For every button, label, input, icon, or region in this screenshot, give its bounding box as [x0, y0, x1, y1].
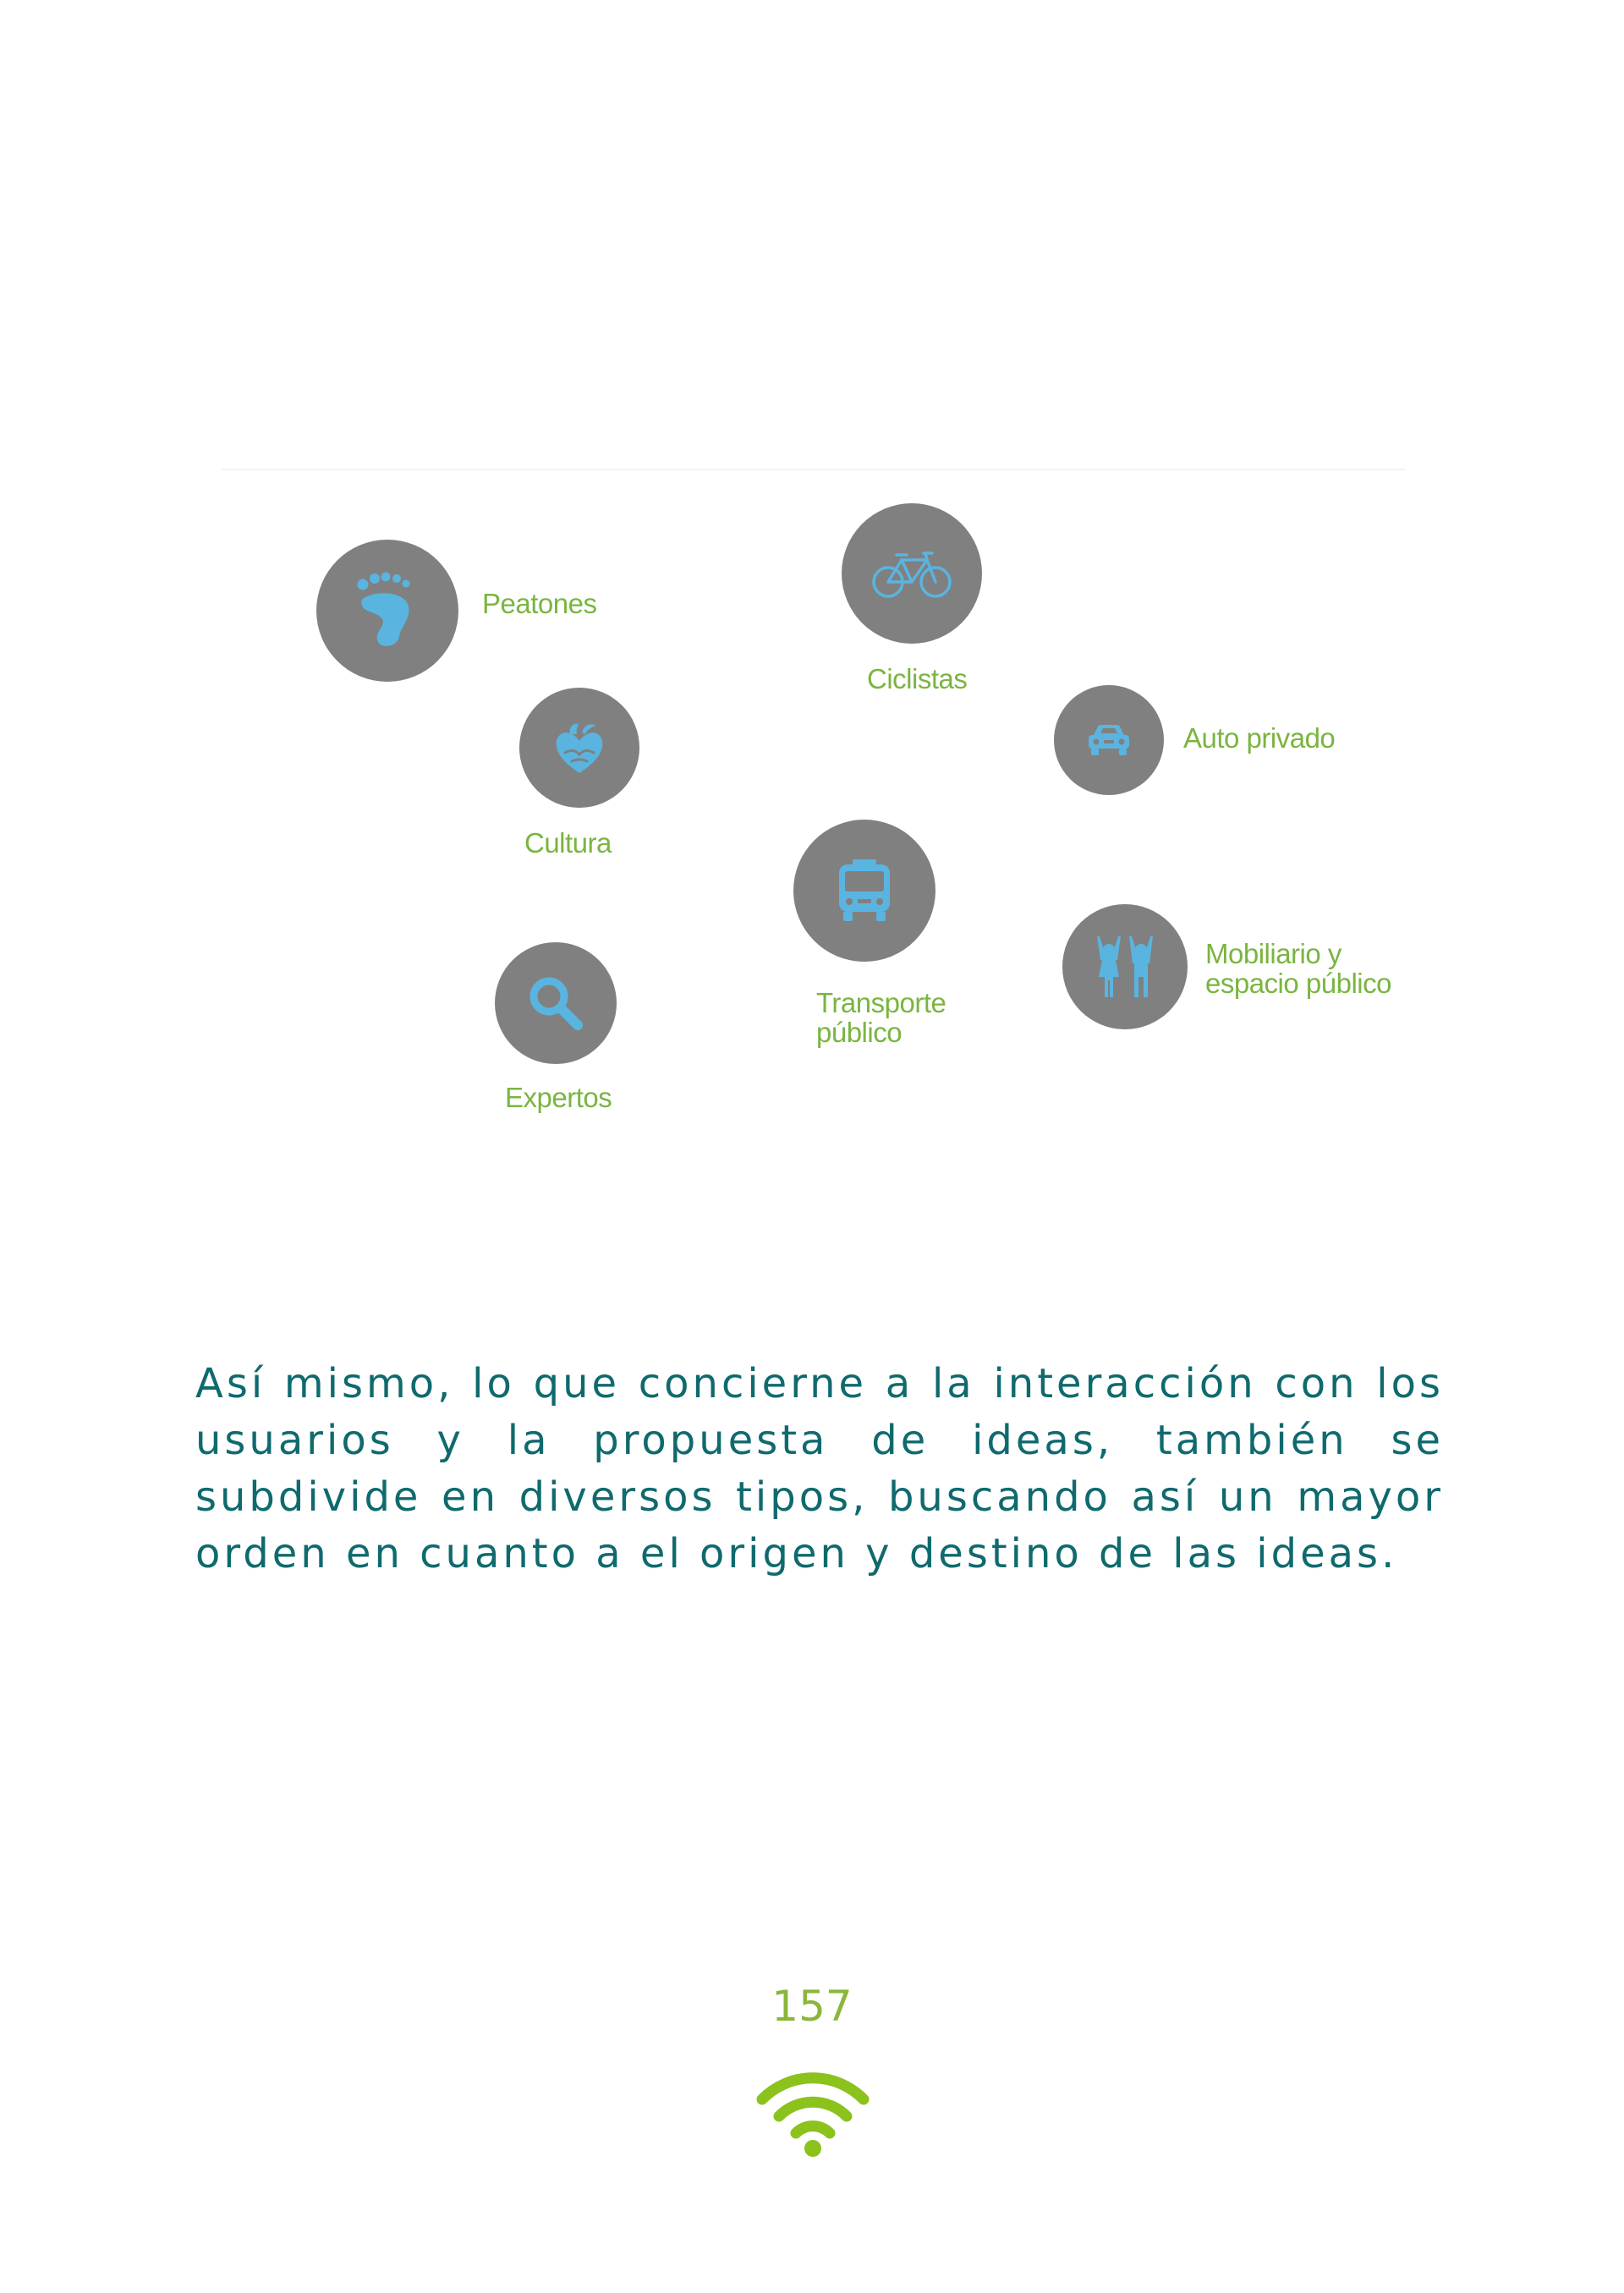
expertos-circle — [495, 942, 617, 1064]
wifi-icon — [754, 2062, 872, 2159]
magnifier-icon — [527, 974, 584, 1032]
car-icon — [1085, 723, 1133, 757]
transporte-circle — [793, 820, 935, 962]
label-expertos: Expertos — [505, 1082, 612, 1113]
cultura-circle — [519, 688, 639, 808]
auto-circle — [1054, 685, 1164, 795]
label-cultura: Cultura — [524, 827, 612, 859]
label-mobiliario: Mobiliario y espacio público — [1205, 938, 1391, 999]
mobiliario-circle — [1062, 904, 1188, 1029]
peatones-circle — [316, 540, 458, 682]
label-peatones: Peatones — [482, 588, 597, 619]
label-transporte-publico: Transporte público — [816, 987, 946, 1048]
label-auto-privado: Auto privado — [1183, 722, 1336, 754]
page-number: 157 — [771, 1982, 853, 2031]
bus-icon — [837, 859, 892, 922]
heart-icon — [553, 721, 606, 775]
label-ciclistas: Ciclistas — [867, 663, 968, 694]
bicycle-icon — [870, 546, 954, 601]
people-icon — [1092, 935, 1158, 999]
footprint-icon — [354, 570, 421, 651]
divider-line — [222, 469, 1406, 470]
body-paragraph: Así mismo, lo que concierne a la interacción con los usuarios y la propuesta de ideas, también se subdivide en diversos tipos, buscando así un mayor orden en cuanto a el origen y destino de las ideas. — [195, 1360, 1444, 1577]
ciclistas-circle — [842, 503, 982, 644]
